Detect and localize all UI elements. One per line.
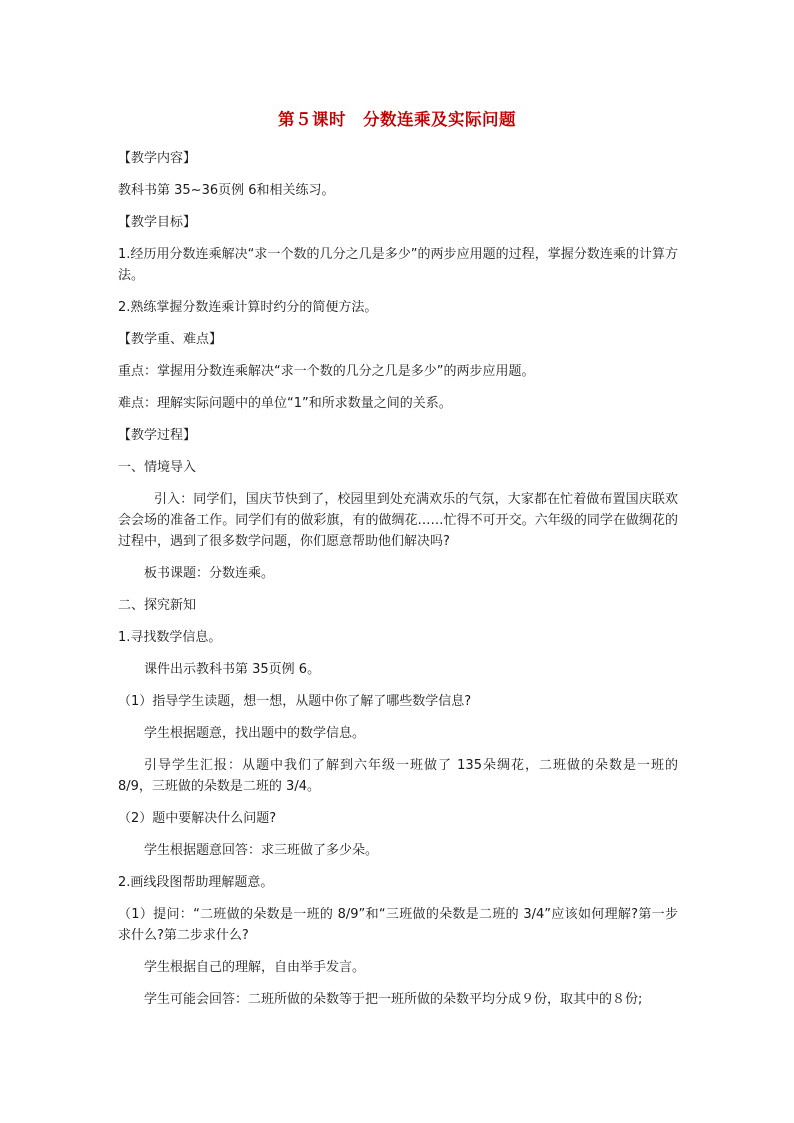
paragraph: 【教学重、难点】	[118, 332, 223, 347]
paragraph: 课件出示教科书第 35页例 6。	[144, 662, 321, 677]
paragraph: 二、探究新知	[118, 598, 197, 613]
paragraph: （1）提问：“二班做的朵数是一班的 8/9”和“三班做的朵数是二班的 3/4”应该如何理解?第一步求什么?第二步求什么?	[118, 907, 678, 943]
paragraph: 板书课题：分数连乘。	[144, 566, 275, 581]
lesson-body	[118, 148, 678, 1021]
paragraph: 一、情境导入	[118, 460, 197, 475]
paragraph: 教科书第 35~36页例 6和相关练习。	[118, 183, 335, 198]
paragraph: 学生根据题意，找出题中的数学信息。	[144, 726, 366, 741]
paragraph: 难点：理解实际问题中的单位“1”和所求数量之间的关系。	[118, 396, 452, 411]
paragraph: 1.经历用分数连乘解决“求一个数的几分之几是多少”的两步应用题的过程，掌握分数连乘的计算方法。	[118, 247, 678, 283]
paragraph: 1.寻找数学信息。	[118, 630, 222, 645]
paragraph: 【教学过程】	[118, 428, 197, 443]
lesson-title: 第５课时 分数连乘及实际问题	[278, 110, 516, 129]
paragraph: 引入：同学们，国庆节快到了，校园里到处充满欢乐的气氛，大家都在忙着做布置国庆联欢会会场的准备工作。同学们有的做彩旗，有的做绸花……忙得不可开交。六年级的同学在做绸花的过程中，遇到了很多数学问题，你们愿意帮助他们解决吗?	[118, 492, 678, 549]
paragraph: （1）指导学生读题，想一想，从题中你了解了哪些数学信息?	[118, 694, 472, 709]
paragraph: 学生根据自己的理解，自由举手发言。	[144, 960, 366, 975]
paragraph: 2.熟练掌握分数连乘计算时约分的简便方法。	[118, 300, 378, 315]
paragraph: 【教学内容】	[118, 151, 197, 166]
paragraph: 学生可能会回答：二班所做的朵数等于把一班所做的朵数平均分成９份，取其中的８份;	[144, 992, 643, 1007]
paragraph: 2.画线段图帮助理解题意。	[118, 875, 274, 890]
paragraph: 【教学目标】	[118, 215, 197, 230]
paragraph: （2）题中要解决什么问题?	[118, 811, 277, 826]
paragraph: 学生根据题意回答：求三班做了多少朵。	[144, 843, 379, 858]
paragraph: 重点：掌握用分数连乘解决“求一个数的几分之几是多少”的两步应用题。	[118, 364, 535, 379]
paragraph: 引导学生汇报：从题中我们了解到六年级一班做了 135朵绸花，二班做的朵数是一班的 8/9，三班做的朵数是二班的 3/4。	[118, 758, 678, 794]
